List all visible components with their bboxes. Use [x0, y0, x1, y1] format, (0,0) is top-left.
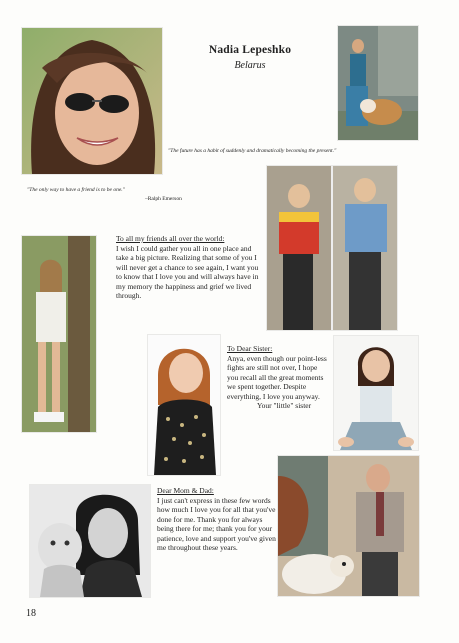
letter-sister-body: Anya, even though our point-less fights are still not over, I hope you recall all the great moments we spent together. Despite everything, I love you anyway. — [227, 353, 327, 401]
student-country: Belarus — [234, 60, 266, 71]
letter-friends-body: I wish I could gather you all in one place and take a big picture. Realizing that some of you I will never get a chance to see again, I want you to know that I love you and will always have in my memory the happiness and grief we lived through. — [116, 243, 259, 300]
page-number: 18 — [26, 608, 36, 619]
future-quote: "The future has a habit of suddenly and dramatically becoming the present." — [168, 148, 337, 154]
mom-baby-photo — [30, 485, 150, 597]
letter-sister — [227, 344, 329, 411]
portrait-photo — [22, 28, 162, 174]
friend-quote-author: –Ralph Emerson — [145, 196, 182, 202]
letter-parents — [157, 486, 277, 553]
letter-parents-body: I just can't express in these few words how much I love you for all that you've done for me. Thank you for always being there for me; thank you for your patience, love and support you've given me throughout these years. — [157, 495, 276, 552]
dad-dog-photo — [278, 456, 419, 596]
letter-sister-heading: To Dear Sister: — [227, 344, 273, 353]
sister-photo — [148, 335, 220, 475]
friend-quote: "The only way to have a friend is to be one." — [27, 187, 125, 193]
childhood-photo — [267, 166, 397, 330]
dog-photo — [338, 26, 418, 140]
letter-sister-signature: Your "little" sister — [257, 401, 312, 410]
tree-photo — [22, 236, 96, 432]
student-name: Nadia Lepeshko — [208, 44, 292, 56]
sitting-photo — [334, 336, 418, 450]
letter-friends — [116, 234, 262, 301]
letter-parents-heading: Dear Mom & Dad: — [157, 486, 214, 495]
letter-friends-heading: To all my friends all over the world: — [116, 234, 225, 243]
